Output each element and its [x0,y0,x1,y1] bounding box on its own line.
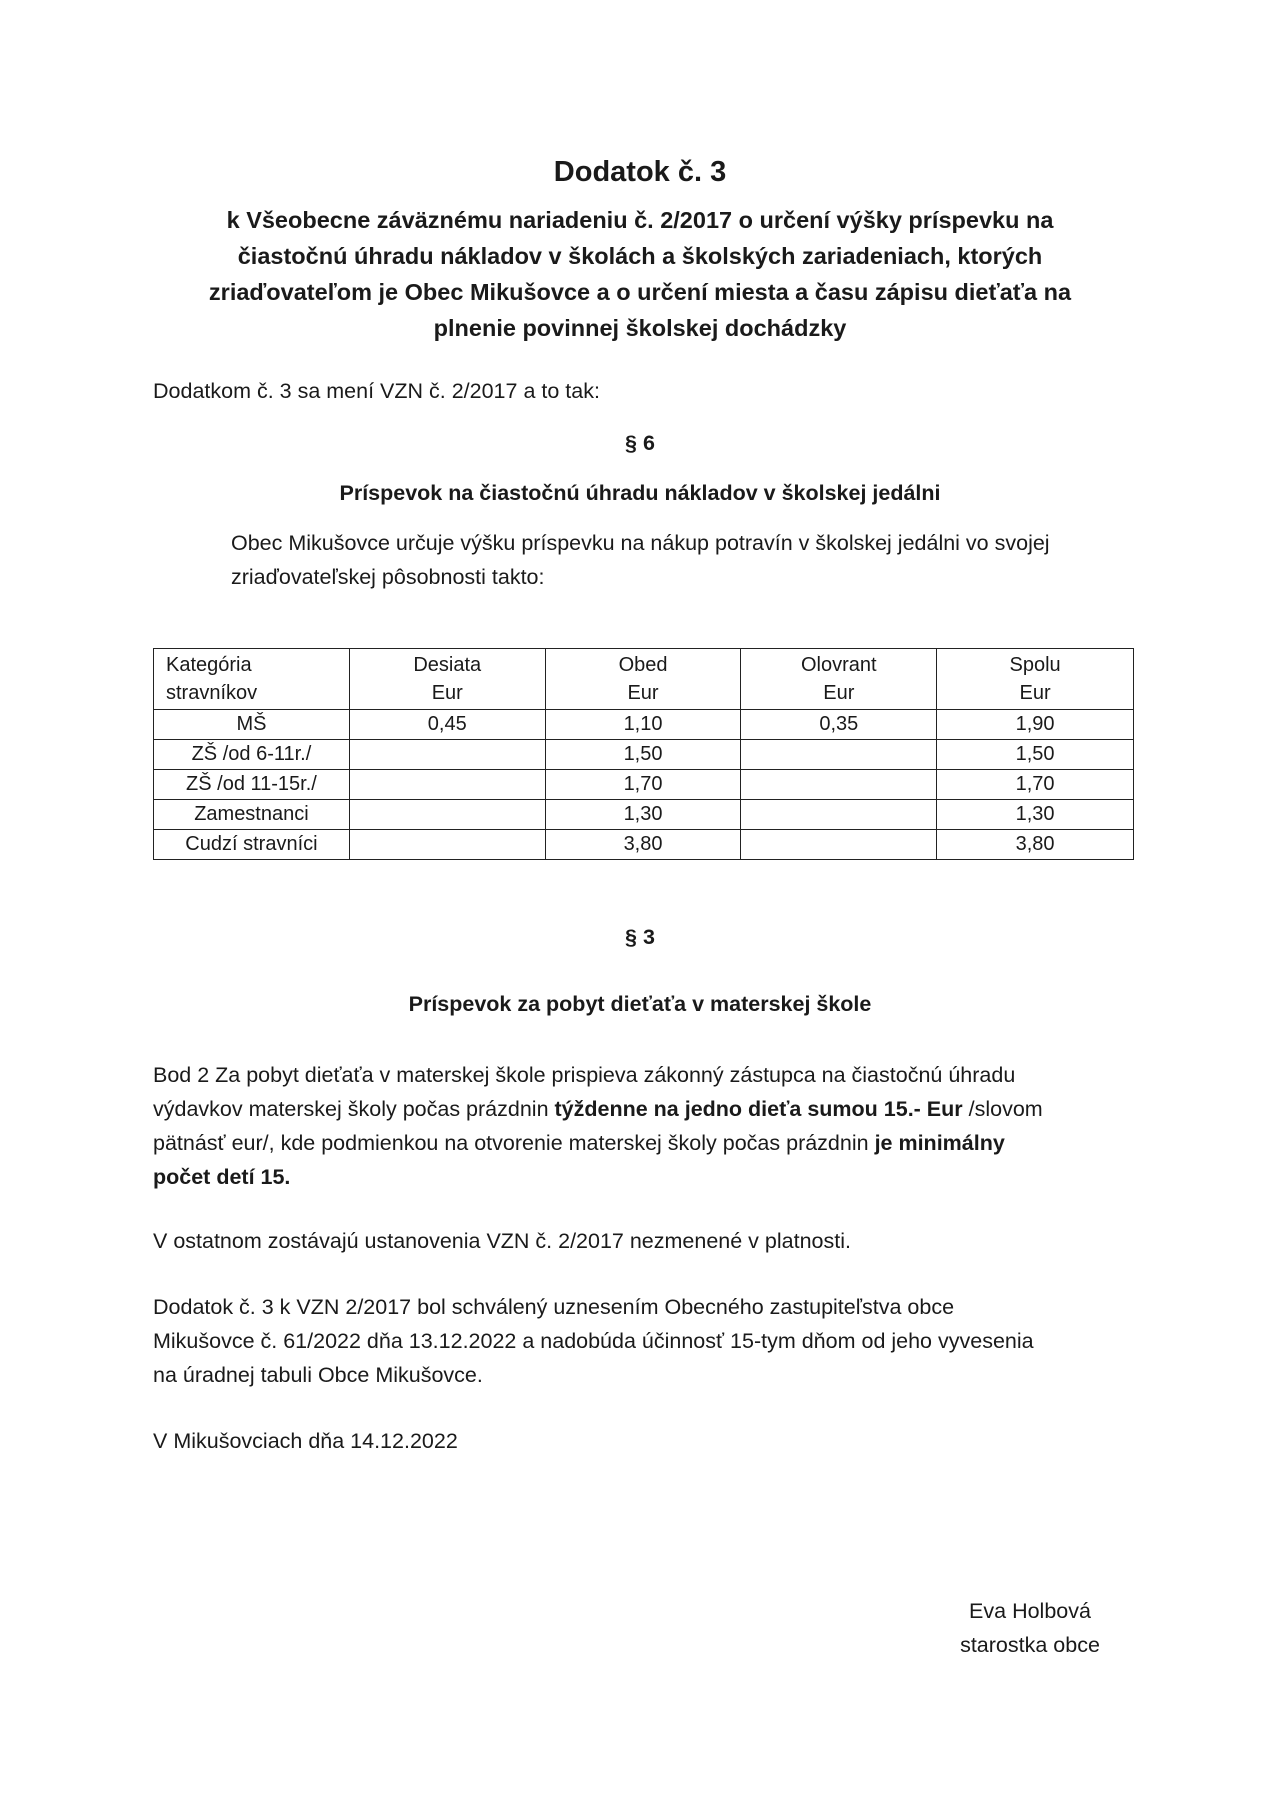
table-row [154,800,1134,830]
paragraph-line: Mikušovce č. 61/2022 dňa 13.12.2022 a nadobúda účinnosť 15-tym dňom od jeho vyvesenia [153,1329,1034,1353]
table-cell [741,800,937,830]
table-cell [741,740,937,770]
header-line: Obed [618,654,668,676]
section-3-number: § 3 [625,925,655,949]
signatory-name: Eva Holbová [969,1599,1091,1623]
table-cell: 1,30 [545,800,741,830]
paragraph-line [153,1160,1138,1194]
place-and-date: V Mikušovciach dňa 14.12.2022 [153,1429,458,1453]
header-line: Eur [823,682,855,704]
header-category [154,649,350,710]
table-row [154,830,1134,860]
header-line: Desiata [413,654,482,676]
header-line: Eur [627,682,659,704]
table-cell: 0,45 [349,710,545,740]
section-6-text-line: Obec Mikušovce určuje výšku príspevku na nákup potravín v školskej jedálni vo svojej [231,531,1050,555]
header-line: stravníkov [166,682,258,704]
table-cell: 1,10 [545,710,741,740]
document-subtitle [150,202,1130,346]
meal-fee-table [153,648,1134,860]
table-cell: 1,70 [545,770,741,800]
table-cell: 1,70 [937,770,1134,800]
paragraph-line [153,1126,1138,1160]
header-line: Eur [1019,682,1051,704]
subtitle-line: čiastočnú úhradu nákladov v školách a školských zariadeniach, ktorých [237,243,1043,269]
bold-text-run: počet detí 15. [153,1165,291,1189]
table-row [154,710,1134,740]
table-cell: 1,50 [937,740,1134,770]
subtitle-line: zriaďovateľom je Obec Mikušovce a o určení miesta a času zápisu dieťaťa na [208,279,1072,305]
table-cell: 1,30 [937,800,1134,830]
header-line: Olovrant [801,654,877,676]
subtitle-line: k Všeobecne záväznému nariadeniu č. 2/2017 o určení výšky príspevku na [226,207,1054,233]
table-cell [741,830,937,860]
section-3-paragraph [153,1058,1138,1194]
bold-text-run: týždenne na jedno dieťa sumou 15.- Eur [554,1097,963,1121]
table-cell: Zamestnanci [154,800,350,830]
remaining-provisions: V ostatnom zostávajú ustanovenia VZN č. 2/2017 nezmenené v platnosti. [153,1229,851,1253]
signature-block [930,1594,1130,1662]
signatory-role: starostka obce [960,1633,1100,1657]
approval-paragraph [153,1290,1138,1392]
header-line: Spolu [1009,654,1061,676]
table-header-row [154,649,1134,710]
table-cell: 0,35 [741,710,937,740]
section-6-number: § 6 [625,431,655,455]
header-afternoon-snack [741,649,937,710]
intro-paragraph: Dodatkom č. 3 sa mení VZN č. 2/2017 a to tak: [153,379,600,403]
table-row [154,740,1134,770]
table-cell: ZŠ /od 6-11r./ [154,740,350,770]
table-cell [349,770,545,800]
table-cell [349,830,545,860]
text-run: /slovom [962,1097,1043,1121]
header-snack [349,649,545,710]
table-cell: 3,80 [545,830,741,860]
header-line: Eur [431,682,463,704]
paragraph-line: Bod 2 Za pobyt dieťaťa v materskej škole prispieva zákonný zástupca na čiastočnú úhradu [153,1063,1016,1087]
table-cell [349,800,545,830]
table-cell: ZŠ /od 11-15r./ [154,770,350,800]
section-6-text [231,526,1131,594]
table-cell: MŠ [154,710,350,740]
header-line: Kategória [166,654,252,676]
table-cell: 1,50 [545,740,741,770]
table-cell [741,770,937,800]
table-cell: 3,80 [937,830,1134,860]
bold-text-run: je minimálny [874,1131,1005,1155]
section-3-heading: Príspevok za pobyt dieťaťa v materskej škole [408,992,872,1016]
text-run: pätnásť eur/, kde podmienkou na otvorenie materskej školy počas prázdnin [153,1131,875,1155]
table-cell [349,740,545,770]
header-total [937,649,1134,710]
subtitle-line: plnenie povinnej školskej dochádzky [433,315,847,341]
table-cell: Cudzí stravníci [154,830,350,860]
paragraph-line: na úradnej tabuli Obce Mikušovce. [153,1363,483,1387]
section-6-text-line: zriaďovateľskej pôsobnosti takto: [231,565,545,589]
table-cell: 1,90 [937,710,1134,740]
table-row [154,770,1134,800]
header-lunch [545,649,741,710]
section-6-heading: Príspevok na čiastočnú úhradu nákladov v školskej jedálni [339,481,941,505]
text-run: výdavkov materskej školy počas prázdnin [153,1097,555,1121]
paragraph-line: Dodatok č. 3 k VZN 2/2017 bol schválený uznesením Obecného zastupiteľstva obce [153,1295,955,1319]
paragraph-line [153,1092,1138,1126]
document-title: Dodatok č. 3 [553,156,727,188]
